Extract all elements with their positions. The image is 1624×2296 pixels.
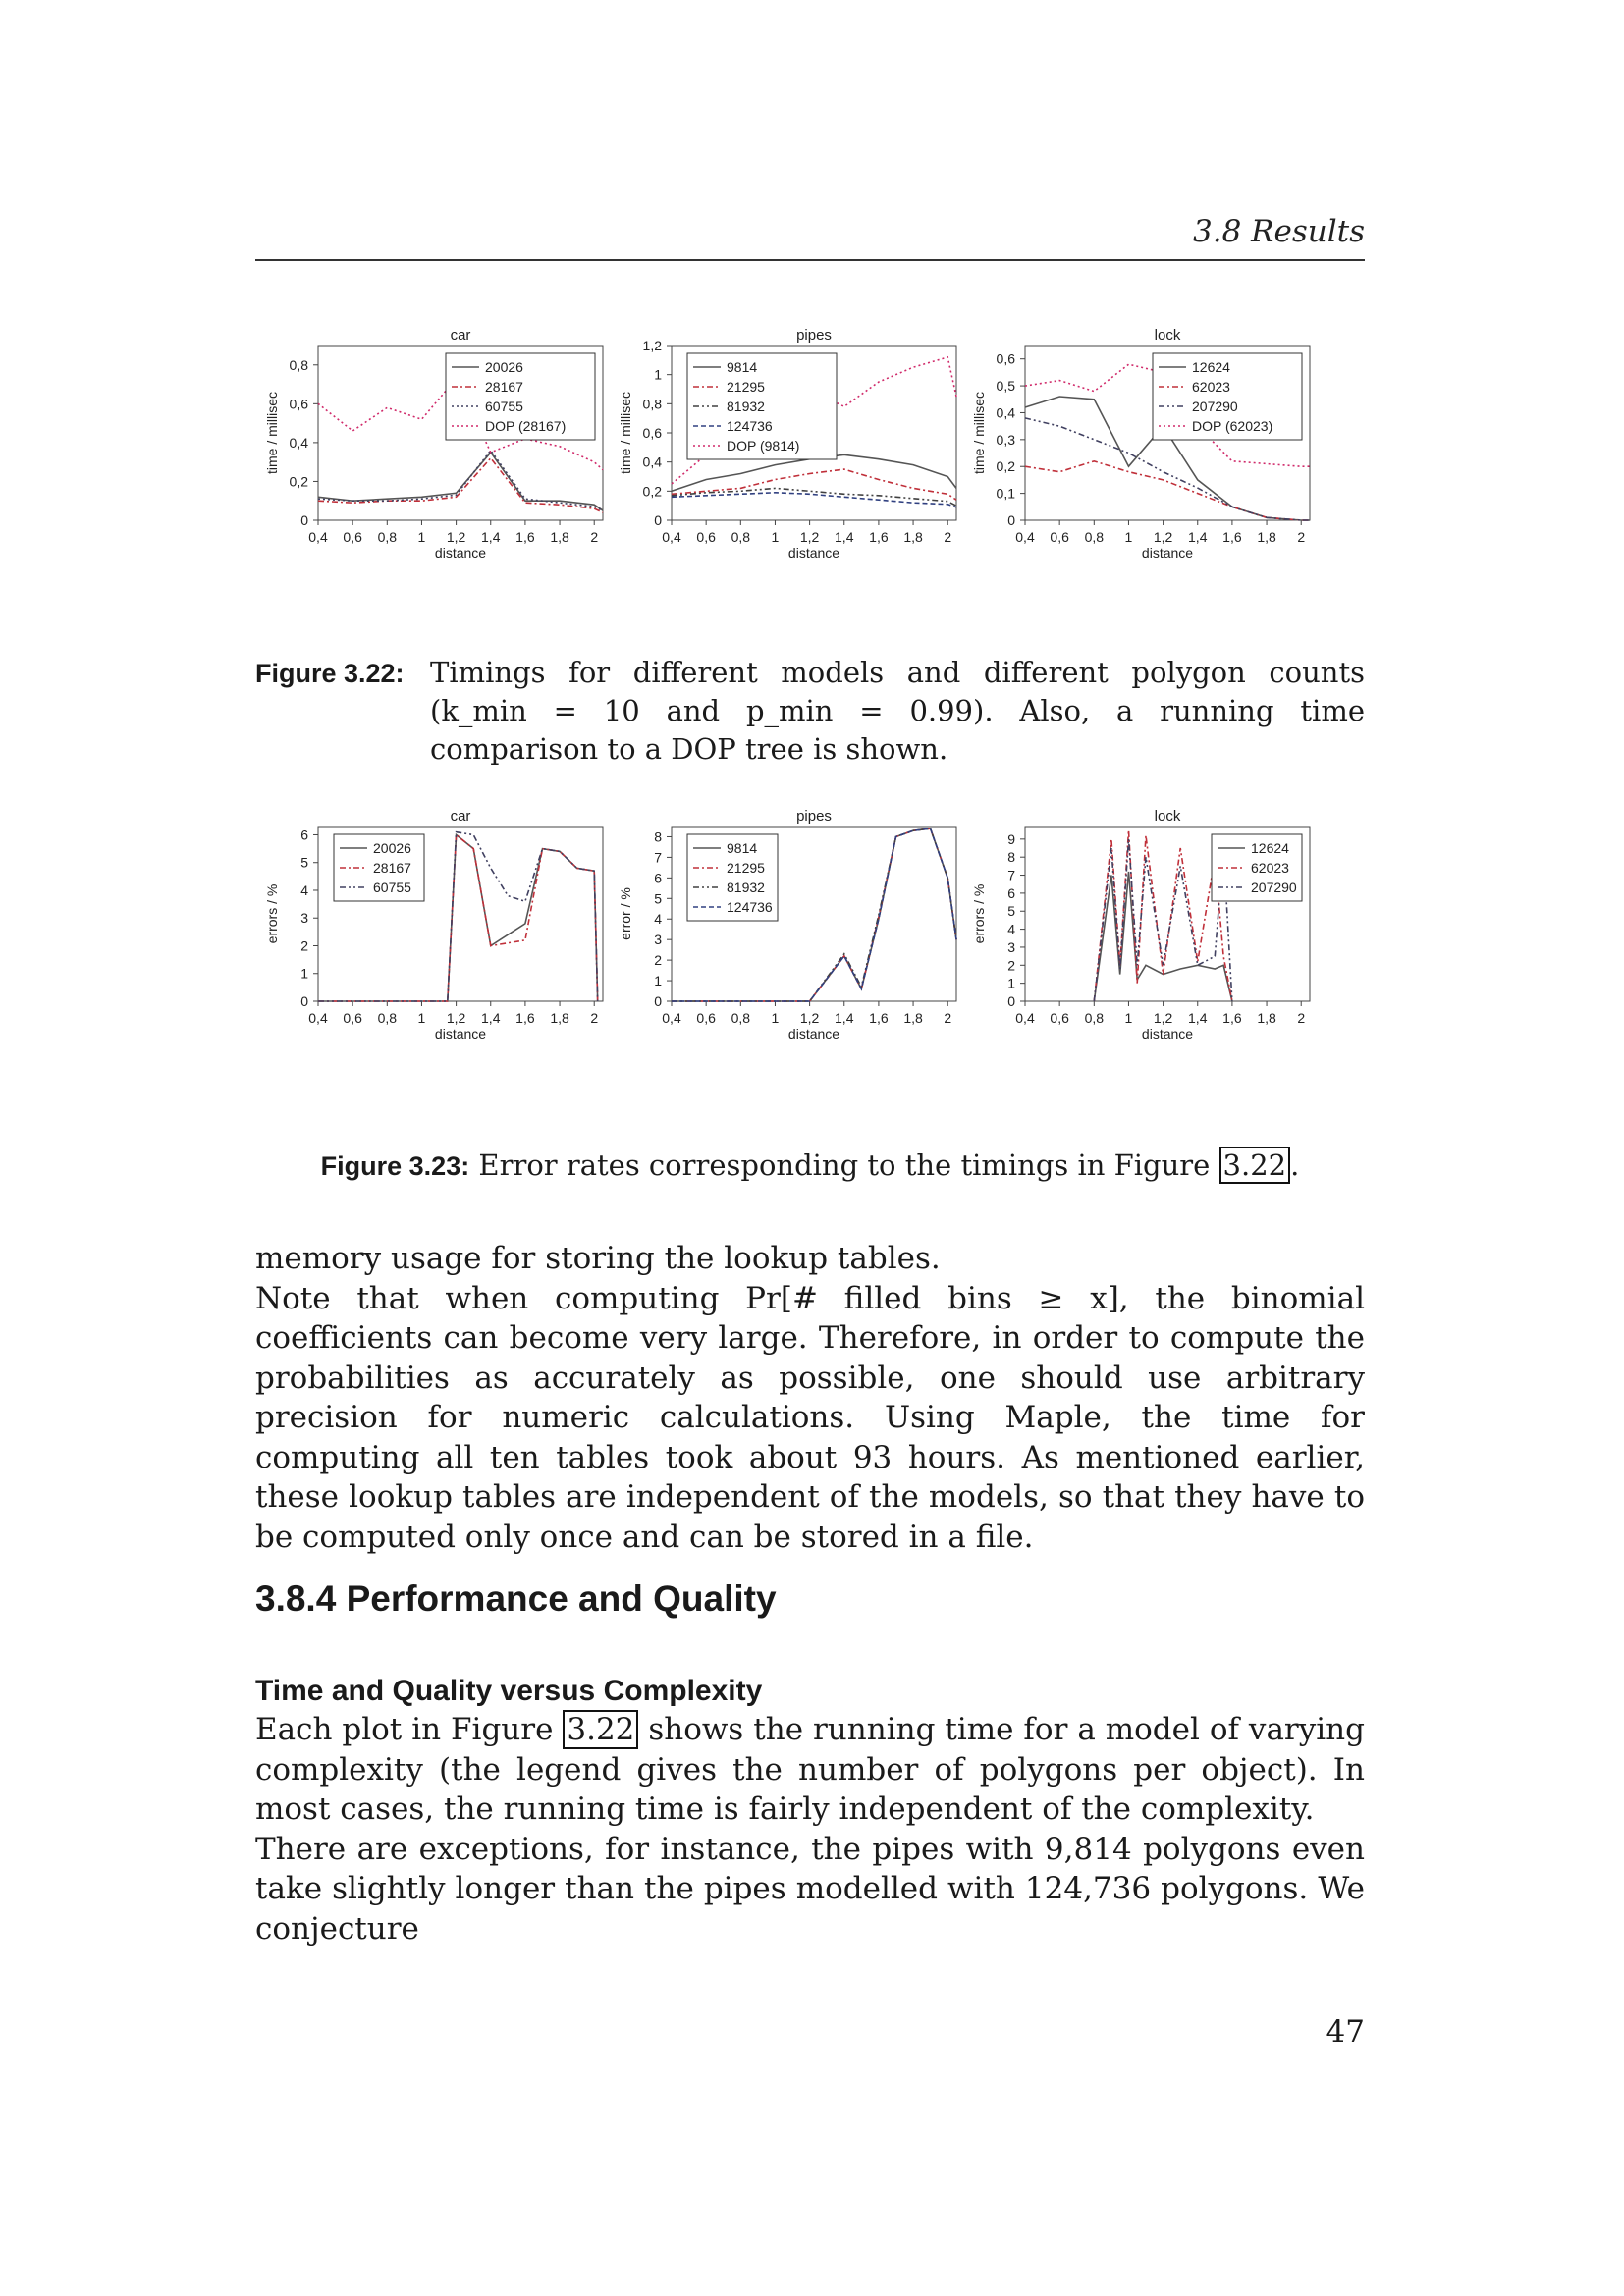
chart-legend [687, 834, 778, 921]
y-tick-label: 1 [654, 366, 662, 383]
y-tick-label: 3 [1007, 938, 1015, 955]
legend-label: 81932 [727, 880, 765, 895]
y-tick-label: 0 [300, 993, 308, 1009]
y-tick-label: 1,2 [642, 338, 662, 353]
x-tick-label: 1,4 [835, 1010, 854, 1026]
figure-3-23-caption-text: Error rates corresponding to the timings in Figure [478, 1148, 1211, 1182]
x-tick-label: 1 [1124, 529, 1133, 545]
x-tick-label: 0,8 [731, 529, 751, 545]
x-axis-label: distance [434, 545, 487, 561]
x-axis-label: distance [787, 1026, 840, 1041]
x-tick-label: 0,6 [1050, 1010, 1069, 1026]
series-line-124736 [672, 493, 956, 507]
x-tick-label: 2 [1297, 529, 1306, 545]
legend-label: 207290 [1251, 880, 1297, 895]
legend-label: DOP (28167) [485, 418, 567, 434]
x-tick-label: 1 [417, 529, 426, 545]
y-tick-label: 0,1 [996, 485, 1015, 502]
y-tick-label: 0 [300, 512, 308, 528]
x-tick-label: 1 [771, 1010, 780, 1026]
y-tick-label: 5 [654, 890, 662, 907]
y-tick-label: 2 [1007, 957, 1015, 974]
chart-4 [264, 808, 603, 1041]
y-axis-label: errors / % [264, 883, 280, 944]
figure-3-22-caption-text: Timings for different models and different polygon counts (k_min = 10 and p_min = 0.99). Also, a running time comparison to a DOP tree is shown. [430, 656, 1365, 766]
x-tick-label: 0,8 [1084, 1010, 1105, 1026]
x-tick-label: 1,2 [799, 529, 820, 545]
y-axis-label: error / % [618, 887, 633, 940]
y-tick-label: 0,3 [996, 431, 1015, 448]
chart-title: car [450, 808, 471, 825]
body-text-block-1 [255, 1239, 1365, 1557]
x-tick-label: 0,4 [662, 1010, 681, 1026]
x-tick-label: 1,8 [1257, 1010, 1276, 1026]
chart-title: lock [1154, 327, 1181, 344]
paragraph-3 [255, 1710, 1365, 1830]
y-tick-label: 8 [654, 828, 662, 845]
x-axis-label: distance [1141, 1026, 1194, 1041]
y-tick-label: 0 [1007, 512, 1015, 528]
figure-3-23-charts [253, 795, 1367, 1109]
y-tick-label: 0,8 [642, 396, 662, 412]
x-tick-label: 1,6 [1222, 529, 1242, 545]
x-tick-label: 1 [417, 1010, 426, 1026]
series-line-28167 [318, 458, 603, 512]
y-tick-label: 1 [300, 965, 308, 982]
x-tick-label: 0,8 [377, 1010, 398, 1026]
running-head: 3.8 Results [1193, 214, 1365, 249]
page-number: 47 [1326, 2014, 1365, 2050]
legend-label: DOP (62023) [1192, 418, 1273, 434]
x-tick-label: 1 [771, 529, 780, 545]
x-tick-label: 1,2 [799, 1010, 820, 1026]
paragraph-4: There are exceptions, for instance, the pipes with 9,814 polygons even take slightly longer than the pipes modelled with 124,736 polygons. We conjecture [255, 1831, 1365, 1947]
figure-3-22-caption [255, 654, 1365, 766]
legend-label: 62023 [1251, 860, 1289, 876]
chart-title: lock [1154, 808, 1181, 825]
y-tick-label: 7 [654, 849, 662, 866]
y-tick-label: 2 [654, 952, 662, 969]
legend-label: 60755 [485, 399, 523, 414]
legend-label: 28167 [373, 860, 411, 876]
chart-3 [971, 327, 1310, 561]
header-rule [255, 259, 1365, 261]
y-tick-label: 3 [654, 932, 662, 948]
x-tick-label: 1,8 [903, 529, 923, 545]
y-tick-label: 0,2 [289, 473, 308, 490]
x-tick-label: 2 [1297, 1010, 1306, 1026]
y-axis-label: time / millisec [971, 391, 987, 475]
y-tick-label: 9 [1007, 830, 1015, 847]
x-tick-label: 1,2 [1153, 529, 1173, 545]
x-tick-label: 1,4 [1188, 1010, 1208, 1026]
y-tick-label: 6 [654, 870, 662, 886]
legend-label: 20026 [373, 840, 411, 856]
chart-legend [446, 353, 595, 440]
legend-label: 21295 [727, 379, 765, 395]
legend-label: 28167 [485, 379, 523, 395]
legend-label: 124736 [727, 899, 773, 915]
x-tick-label: 0,6 [696, 1010, 716, 1026]
y-tick-label: 1 [1007, 975, 1015, 991]
y-axis-label: errors / % [971, 883, 987, 944]
x-tick-label: 1,4 [481, 529, 501, 545]
y-tick-label: 0,4 [996, 404, 1015, 421]
x-tick-label: 1,8 [903, 1010, 923, 1026]
figure-3-23-caption [255, 1147, 1365, 1186]
x-tick-label: 2 [590, 529, 599, 545]
y-tick-label: 0,6 [642, 425, 662, 441]
y-axis-label: time / millisec [264, 391, 280, 475]
y-tick-label: 0,5 [996, 378, 1015, 395]
x-tick-label: 1,6 [515, 529, 535, 545]
series-line-62023 [1025, 461, 1310, 520]
y-tick-label: 0,6 [996, 350, 1015, 367]
chart-legend [1212, 834, 1302, 901]
chart-legend [334, 834, 424, 901]
y-tick-label: 4 [1007, 921, 1015, 937]
x-tick-label: 0,4 [1015, 529, 1035, 545]
y-tick-label: 0,2 [642, 483, 662, 500]
y-tick-label: 0,8 [289, 356, 308, 373]
y-tick-label: 0 [1007, 993, 1015, 1009]
x-tick-label: 0,6 [1050, 529, 1069, 545]
y-axis-label: time / millisec [618, 391, 633, 475]
legend-label: 12624 [1251, 840, 1289, 856]
paragraph-2: Note that when computing Pr[# filled bins ≥ x], the binomial coefficients can become very large. Therefore, in order to compute the probabilities as accurately as possible, one should use arbitrary precision for numeric calculations. Using Maple, the time for computing all ten tables took about 93 hours. As mentioned earlier, these lookup tables are independent of the models, so that they have to be computed only once and can be stored in a file. [255, 1280, 1365, 1555]
y-tick-label: 2 [300, 937, 308, 954]
x-tick-label: 1,6 [869, 1010, 889, 1026]
y-tick-label: 5 [1007, 903, 1015, 920]
x-tick-label: 0,4 [1015, 1010, 1035, 1026]
figure-ref-link[interactable]: 3.22 [563, 1710, 638, 1749]
figure-3-22 [253, 314, 1367, 628]
x-tick-label: 0,4 [308, 1010, 328, 1026]
x-tick-label: 1 [1124, 1010, 1133, 1026]
chart-title: car [450, 327, 471, 344]
x-tick-label: 1,4 [1188, 529, 1208, 545]
figure-3-23-label: Figure 3.23: [320, 1151, 470, 1181]
y-tick-label: 3 [300, 910, 308, 927]
y-tick-label: 4 [654, 911, 662, 928]
y-tick-label: 5 [300, 854, 308, 871]
y-tick-label: 0,2 [996, 458, 1015, 475]
legend-label: 20026 [485, 359, 523, 375]
x-tick-label: 1,4 [835, 529, 854, 545]
legend-label: 124736 [727, 418, 773, 434]
chart-title: pipes [796, 327, 832, 344]
y-tick-label: 0 [654, 993, 662, 1009]
paragraph-3-start: Each plot in Figure [255, 1712, 554, 1747]
figure-3-23 [253, 795, 1367, 1109]
subsection-title: Time and Quality versus Complexity [255, 1675, 763, 1707]
x-tick-label: 1,8 [550, 1010, 569, 1026]
chart-5 [618, 808, 956, 1041]
x-tick-label: 1,8 [550, 529, 569, 545]
paragraph-1: memory usage for storing the lookup tables. [255, 1241, 941, 1276]
legend-label: DOP (9814) [727, 438, 800, 454]
x-axis-label: distance [1141, 545, 1194, 561]
x-tick-label: 0,6 [696, 529, 716, 545]
x-tick-label: 2 [590, 1010, 599, 1026]
x-axis-label: distance [434, 1026, 487, 1041]
legend-label: 9814 [727, 359, 758, 375]
y-tick-label: 6 [1007, 884, 1015, 901]
legend-label: 60755 [373, 880, 411, 895]
y-tick-label: 0,6 [289, 396, 308, 412]
section-title: 3.8.4 Performance and Quality [255, 1578, 777, 1619]
y-tick-label: 1 [654, 973, 662, 989]
x-tick-label: 1,8 [1257, 529, 1276, 545]
chart-1 [264, 327, 603, 561]
y-tick-label: 4 [300, 881, 308, 898]
x-tick-label: 1,4 [481, 1010, 501, 1026]
figure-3-22-label: Figure 3.22: [255, 659, 405, 688]
caption-period: . [1290, 1148, 1300, 1182]
x-tick-label: 0,8 [1084, 529, 1105, 545]
figure-ref-link[interactable]: 3.22 [1219, 1147, 1291, 1184]
x-axis-label: distance [787, 545, 840, 561]
legend-label: 62023 [1192, 379, 1230, 395]
paragraph-3-end: shows the running time for a model of varying complexity (the legend gives the number of polygons per object). In most cases, the running time is fairly independent of the complexity. [255, 1712, 1365, 1827]
body-text-block-2 [255, 1710, 1365, 1949]
series-line-9814 [672, 454, 956, 491]
chart-legend [1153, 353, 1302, 440]
x-tick-label: 1,2 [1153, 1010, 1173, 1026]
chart-legend [687, 353, 837, 459]
y-tick-label: 0,4 [642, 454, 662, 470]
chart-2 [618, 327, 956, 561]
y-tick-label: 8 [1007, 849, 1015, 866]
x-tick-label: 1,6 [1222, 1010, 1242, 1026]
chart-6 [971, 808, 1310, 1041]
y-tick-label: 7 [1007, 867, 1015, 883]
x-tick-label: 0,6 [343, 529, 362, 545]
legend-label: 207290 [1192, 399, 1238, 414]
y-tick-label: 0 [654, 512, 662, 528]
legend-label: 21295 [727, 860, 765, 876]
x-tick-label: 1,2 [446, 1010, 466, 1026]
x-tick-label: 1,2 [446, 529, 466, 545]
x-tick-label: 0,6 [343, 1010, 362, 1026]
x-tick-label: 2 [944, 1010, 952, 1026]
x-tick-label: 1,6 [869, 529, 889, 545]
x-tick-label: 1,6 [515, 1010, 535, 1026]
legend-label: 12624 [1192, 359, 1230, 375]
y-tick-label: 0,4 [289, 434, 308, 451]
figure-3-22-charts [253, 314, 1367, 628]
y-tick-label: 6 [300, 827, 308, 843]
x-tick-label: 0,4 [662, 529, 681, 545]
x-tick-label: 0,8 [731, 1010, 751, 1026]
chart-title: pipes [796, 808, 832, 825]
x-tick-label: 0,4 [308, 529, 328, 545]
x-tick-label: 2 [944, 529, 952, 545]
legend-label: 81932 [727, 399, 765, 414]
x-tick-label: 0,8 [377, 529, 398, 545]
legend-label: 9814 [727, 840, 758, 856]
